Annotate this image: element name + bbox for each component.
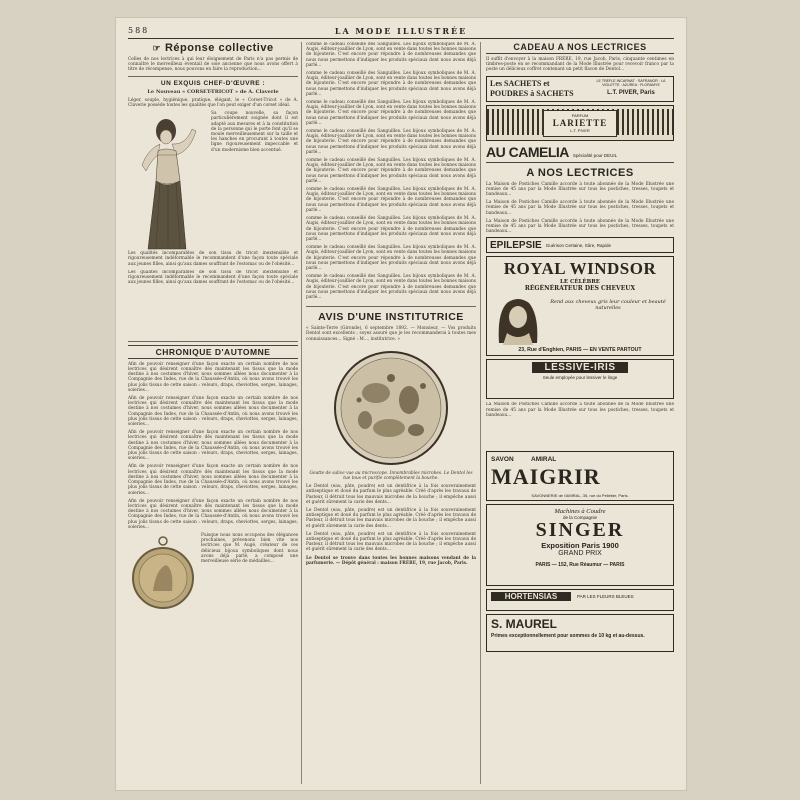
lariette-maker: L.T. PIVER xyxy=(570,127,590,133)
magazine-title: LA MODE ILLUSTRÉE xyxy=(334,26,468,36)
avis-after: Le Dentol (eau, pâte, poudre) est un dentifrice à la fois souverainement antiseptique et doué du parfum le plus agréable. Créé d'après les travaux de Pasteur, il détruit tous les mauvais microbes de la bouche ; il empêche aussi et guérit sûrement la carie des dents... xyxy=(306,484,476,505)
avis-body: « Sainte-Terre (Gironde), 6 septembre 1892. — Monsieur, — Vos produits Dentol sont excellents ; soyez assuré que je les recommanderai à toutes mes connaissances... Signé : M..., institutrice. » xyxy=(306,326,476,342)
sachets-line2: POUDRES à SACHETS xyxy=(490,88,574,98)
medal-illustration xyxy=(128,533,198,613)
singer-footer: PARIS — 152, Rue Réaumur — PARIS xyxy=(535,562,625,569)
lariette-name: LARIETTE xyxy=(552,117,608,128)
avis-after-continued: Le Dentol (eau, pâte, poudre) est un dentifrice à la fois souverainement antiseptique et doué du parfum le plus agréable. Créé d'après les travaux de Pasteur, il détruit tous les mauvais microbes de la bouche ; il empêche aussi et guérit sûrement la carie des dents... xyxy=(306,507,476,529)
corset-section xyxy=(128,111,298,251)
chef-body3: Les qualités incomparables de son tissu de tricot inextensible et rigoureusement indéformable le recommandent d'une façon toute spéciale aux jeunes filles, ainsi qu'aux dames souffrant de l'estomac ou de l'obésité... xyxy=(128,251,298,267)
maigrir-ad xyxy=(486,451,674,501)
microscope-caption: Goutte de salive vue au microscope. Innombrables microbes. Le Dentol les tue tous et purifie complètement la bouche. xyxy=(309,470,473,481)
royal-subtitle: LE CÉLÈBRE xyxy=(559,279,600,286)
singer-prize: GRAND PRIX xyxy=(558,550,602,558)
epilepsie-title: EPILEPSIE xyxy=(490,239,542,251)
chronique-body-continued: Afin de pouvoir renseigner d'une façon exacte un certain nombre de nos lectrices qui désirent connaître dès maintenant les tissus que la mode destine à nos costumes d'hiver, nous sommes allées nous documenter à la Compagnie des Indes, rue de la Chaussée-d'Antin, où nous avons trouvé les plus jolis tissus de cette saison : velours, draps, cheviottes, serges, lainages, soieries... xyxy=(128,430,298,462)
lectrices-body: La Maison de Postiches Camille accorde à toute abonnée de la Mode Illustrée une remise de 45 ans par la Mode Illustrée sur tous les postiches, tresses, toupets et bandeaux... xyxy=(486,181,674,198)
hortensias-text: PAR LES FLEURS BLEUES xyxy=(577,594,634,600)
lectrices-body-continued: La Maison de Postiches Camille accorde à toute abonnée de la Mode Illustrée une remise de 45 ans par la Mode Illustrée sur tous les postiches, tresses, toupets et bandeaux... xyxy=(486,218,674,235)
page-number: 588 xyxy=(128,26,150,35)
maigrir-pre: SAVON xyxy=(491,456,514,464)
col2-top-text-continued: comme le cadeau conseillé des Sanguilles. Les bijoux symboliques de M. A. Augis, éditeur-joaillier de Lyon, sont en vente dans toutes les bonnes maisons de bijouterie. C'est encore pour répondre à de nombreuses demandes que nous nous permettons d'indiquer les produits spéciaux dont nous avons déjà parlé... xyxy=(306,158,476,184)
royal-tagline: RÉGÉNÉRATEUR DES CHEVEUX xyxy=(524,285,636,293)
royal-windsor-ad xyxy=(486,256,674,356)
col3-middle-text: La Maison de Postiches Camille accorde à toute abonnée de la Mode Illustrée une remise de 45 ans par la Mode Illustrée sur tous les postiches, tresses, toupets et bandeaux... xyxy=(486,402,674,418)
epilepsie-text: Guérison Certaine, Sûre, Rapide xyxy=(545,242,611,248)
camelia-ad xyxy=(486,144,674,163)
maurel-ad xyxy=(486,614,674,652)
avis-offer: Le Dentol se trouve dans toutes les bonnes maisons vendant de la parfumerie. — Dépôt général : maison FRÈRE, 19, rue Jacob, Paris. xyxy=(306,555,476,566)
column-rule xyxy=(301,42,302,784)
maigrir-footer: SAVONNERIE de l'AMIRAL, 35, rue du Pelletier, Paris. xyxy=(531,493,629,499)
lessive-ad xyxy=(486,359,674,399)
avis-after-continued: Le Dentol (eau, pâte, poudre) est un dentifrice à la fois souverainement antiseptique et doué du parfum le plus agréable. Créé d'après les travaux de Pasteur, il détruit tous les mauvais microbes de la bouche ; il empêche aussi et guérit sûrement la carie des dents... xyxy=(306,531,476,553)
camelia-tag: Spécialité pour DEUIL xyxy=(572,152,618,158)
maurel-name: S. MAUREL xyxy=(491,617,557,632)
royal-name: ROYAL WINDSOR xyxy=(503,259,657,279)
medal-section xyxy=(128,533,298,613)
epilepsie-ad xyxy=(486,237,674,253)
lessive-name: LESSIVE-IRIS xyxy=(532,362,628,373)
lectrices-body-continued: La Maison de Postiches Camille accorde à toute abonnée de la Mode Illustrée une remise de 45 ans par la Mode Illustrée sur tous les postiches, tresses, toupets et bandeaux... xyxy=(486,200,674,216)
sachets-line1: Les SACHETS et xyxy=(490,78,550,88)
chef-heading: UN EXQUIS CHEF-D'ŒUVRE : xyxy=(160,79,266,87)
bottom-text: Puisque nous nous occupons des élégances prochaines, prévenons bien vite nos lectrices que M. Augé, créateur de ces délicieux bijoux symboliques dont nous avons déjà parlé, a composé une merveilleuse série de médailles... xyxy=(201,532,298,564)
divider xyxy=(128,341,298,342)
chronique-body-continued: Afin de pouvoir renseigner d'une façon exacte un certain nombre de nos lectrices qui désirent connaître dès maintenant les tissus que la mode destine à nos costumes d'hiver, nous sommes allées nous documenter à la Compagnie des Indes, rue de la Chaussée-d'Antin, où nous avons trouvé les plus jolis tissus de cette saison : velours, draps, cheviottes, serges, lainages, soieries... xyxy=(128,498,298,530)
col2-top-text-continued: comme le cadeau conseillé des Sanguilles. Les bijoux symboliques de M. A. Augis, éditeur-joaillier de Lyon, sont en vente dans toutes les bonnes maisons de bijouterie. C'est encore pour répondre à de nombreuses demandes que nous nous permettons d'indiquer les produits spéciaux dont nous avons déjà parlé... xyxy=(306,216,476,242)
col2-top-text-continued: comme le cadeau conseillé des Sanguilles. Les bijoux symboliques de M. A. Augis, éditeur-joaillier de Lyon, sont en vente dans toutes les bonnes maisons de bijouterie. C'est encore pour répondre à de nombreuses demandes que nous nous permettons d'indiquer les produits spéciaux dont nous avons déjà parlé... xyxy=(306,71,476,97)
column-right xyxy=(486,42,674,784)
reponse-title: Réponse collective xyxy=(164,42,274,54)
woman-portrait xyxy=(493,293,543,345)
singer-expo: Exposition Paris 1900 xyxy=(541,541,619,551)
column-left xyxy=(128,42,298,784)
avis-title: AVIS D'UNE INSTITUTRICE xyxy=(318,311,464,324)
camelia-name: AU CAMELIA xyxy=(486,143,569,160)
maigrir-mid: AMIRAL xyxy=(531,456,557,464)
chronique-body: Afin de pouvoir renseigner d'une façon exacte un certain nombre de nos lectrices qui désirent connaître dès maintenant les tissus que la mode destine à nos costumes d'hiver, nous sommes allées nous documenter à la Compagnie des Indes, rue de la Chaussée-d'Antin, où nous avons trouvé les plus jolis tissus de cette saison : velours, draps, cheviottes, serges, lainages, soieries... xyxy=(128,361,298,393)
maigrir-name: MAIGRIR xyxy=(491,464,601,490)
lariette-label xyxy=(543,110,617,137)
chef-body2: Sa coupe nouvelle, sa façon particulièrement soignée dont il est adapté aux mesures et à la constitution de la personne qui le porte font qu'il se moule merveilleusement sur la taille et les hanches en procurant à toutes une ligne rigoureusement impeccable et d'un modernisme bien accentué. xyxy=(211,111,298,153)
sachets-ad xyxy=(486,76,674,102)
lectrices-title: A NOS LECTRICES xyxy=(526,166,634,179)
lariette-top: PARFUM xyxy=(571,112,589,118)
divider xyxy=(128,76,298,77)
microscope-illustration xyxy=(331,348,451,468)
lariette-ad xyxy=(486,105,674,141)
hortensias-name: HORTENSIAS xyxy=(491,592,571,601)
royal-claim: Rend aux cheveux gris leur couleur et beauté naturelles xyxy=(550,299,666,312)
chronique-body-continued: Afin de pouvoir renseigner d'une façon exacte un certain nombre de nos lectrices qui désirent connaître dès maintenant les tissus que la mode destine à nos costumes d'hiver, nous sommes allées nous documenter à la Compagnie des Indes, rue de la Chaussée-d'Antin, où nous avons trouvé les plus jolis tissus de cette saison : velours, draps, cheviottes, serges, lainages, soieries... xyxy=(128,396,298,428)
col2-top-text-continued: comme le cadeau conseillé des Sanguilles. Les bijoux symboliques de M. A. Augis, éditeur-joaillier de Lyon, sont en vente dans toutes les bonnes maisons de bijouterie. C'est encore pour répondre à de nombreuses demandes que nous nous permettons d'indiquer les produits spéciaux dont nous avons déjà parlé... xyxy=(306,187,476,213)
col2-top-text-continued: comme le cadeau conseillé des Sanguilles. Les bijoux symboliques de M. A. Augis, éditeur-joaillier de Lyon, sont en vente dans toutes les bonnes maisons de bijouterie. C'est encore pour répondre à de nombreuses demandes que nous nous permettons d'indiquer les produits spéciaux dont nous avons déjà parlé... xyxy=(306,245,476,271)
reponse-body: Celles de nos lectrices à qui leur éloignement de Paris n'a pas permis de connaître le merveilleux éventail de soie ancienne que nous avons offert à titre de récompense, nous pouvons en faire la reproduction... xyxy=(128,57,298,73)
royal-footer: 23, Rue d'Enghien, PARIS — EN VENTE PARTOUT xyxy=(518,347,642,354)
col2-top-text-continued: comme le cadeau conseillé des Sanguilles. Les bijoux symboliques de M. A. Augis, éditeur-joaillier de Lyon, sont en vente dans toutes les bonnes maisons de bijouterie. C'est encore pour répondre à de nombreuses demandes que nous nous permettons d'indiquer les produits spéciaux dont nous avons déjà parlé... xyxy=(306,129,476,155)
lessive-text: Seule employée pour lessiver le linge xyxy=(542,375,618,381)
magazine-page xyxy=(116,18,686,790)
chef-body1: Léger, souple, hygiénique, pratique, élégant, le « Corset-Tricot » de A. Claverie possède toutes les qualités que l'on peut exiger d'un corset idéal. xyxy=(128,97,298,109)
hand-pointer-icon: ☞ xyxy=(152,42,161,53)
maurel-text: Primes exceptionnellement pour sommes de 10 kg et au-dessus. xyxy=(491,633,645,640)
hortensias-ad xyxy=(486,589,674,611)
sachets-brand: L.T. PIVER, Paris xyxy=(607,89,655,96)
cadeau-title: CADEAU A NOS LECTRICES xyxy=(486,42,674,54)
column-rule xyxy=(480,42,481,784)
singer-name: SINGER xyxy=(535,519,625,542)
col2-top-text-continued: comme le cadeau conseillé des Sanguilles. Les bijoux symboliques de M. A. Augis, éditeur-joaillier de Lyon, sont en vente dans toutes les bonnes maisons de bijouterie. C'est encore pour répondre à de nombreuses demandes que nous nous permettons d'indiquer les produits spéciaux dont nous avons déjà parlé... xyxy=(306,100,476,126)
sachets-items: LE TREFLE INCARNAT · SAFRANOR · LA VIOLETTE · AZUREA · FLORAMYE xyxy=(596,78,666,87)
divider xyxy=(306,306,476,307)
singer-company: de la Compagnie xyxy=(562,515,598,521)
column-middle xyxy=(306,42,476,784)
chronique-body-continued: Afin de pouvoir renseigner d'une façon exacte un certain nombre de nos lectrices qui désirent connaître dès maintenant les tissus que la mode destine à nos costumes d'hiver, nous sommes allées nous documenter à la Compagnie des Indes, rue de la Chaussée-d'Antin, où nous avons trouvé les plus jolis tissus de cette saison : velours, draps, cheviottes, serges, lainages, soieries... xyxy=(128,464,298,496)
chef-body3-continued: Les qualités incomparables de son tissu de tricot inextensible et rigoureusement indéformable le recommandent d'une façon toute spéciale aux jeunes filles, ainsi qu'aux dames souffrant de l'estomac ou de l'obésité... xyxy=(128,269,298,286)
page-header xyxy=(128,24,674,39)
chef-subheading: Le Nouveau « CORSET-TRICOT » de A. Claverie xyxy=(147,88,279,95)
chronique-title: CHRONIQUE D'AUTOMNE xyxy=(128,345,298,359)
corset-illustration xyxy=(128,111,208,251)
col2-top-text-continued: comme le cadeau conseillé des Sanguilles. Les bijoux symboliques de M. A. Augis, éditeur-joaillier de Lyon, sont en vente dans toutes les bonnes maisons de bijouterie. C'est encore pour répondre à de nombreuses demandes que nous nous permettons d'indiquer les produits spéciaux dont nous avons déjà parlé... xyxy=(306,274,476,300)
singer-top: Machines à Coudre xyxy=(554,508,606,516)
singer-ad xyxy=(486,504,674,586)
cadeau-body: Il suffit d'envoyer à la maison FRÈRE, 19, rue Jacob, Paris, cinquante centimes en timbres-poste en se recommandant de la Mode Illustrée pour recevoir franco par la poste un délicieux coffret contenant un petit flacon de Dentol... xyxy=(486,57,674,73)
col2-top-text: comme le cadeau conseillé des Sanguilles. Les bijoux symboliques de M. A. Augis, éditeur-joaillier de Lyon, sont en vente dans toutes les bonnes maisons de bijouterie. C'est encore pour répondre à de nombreuses demandes que nous nous permettons d'indiquer les produits spéciaux dont nous avons déjà parlé... xyxy=(306,42,476,68)
reponse-heading xyxy=(128,42,298,54)
